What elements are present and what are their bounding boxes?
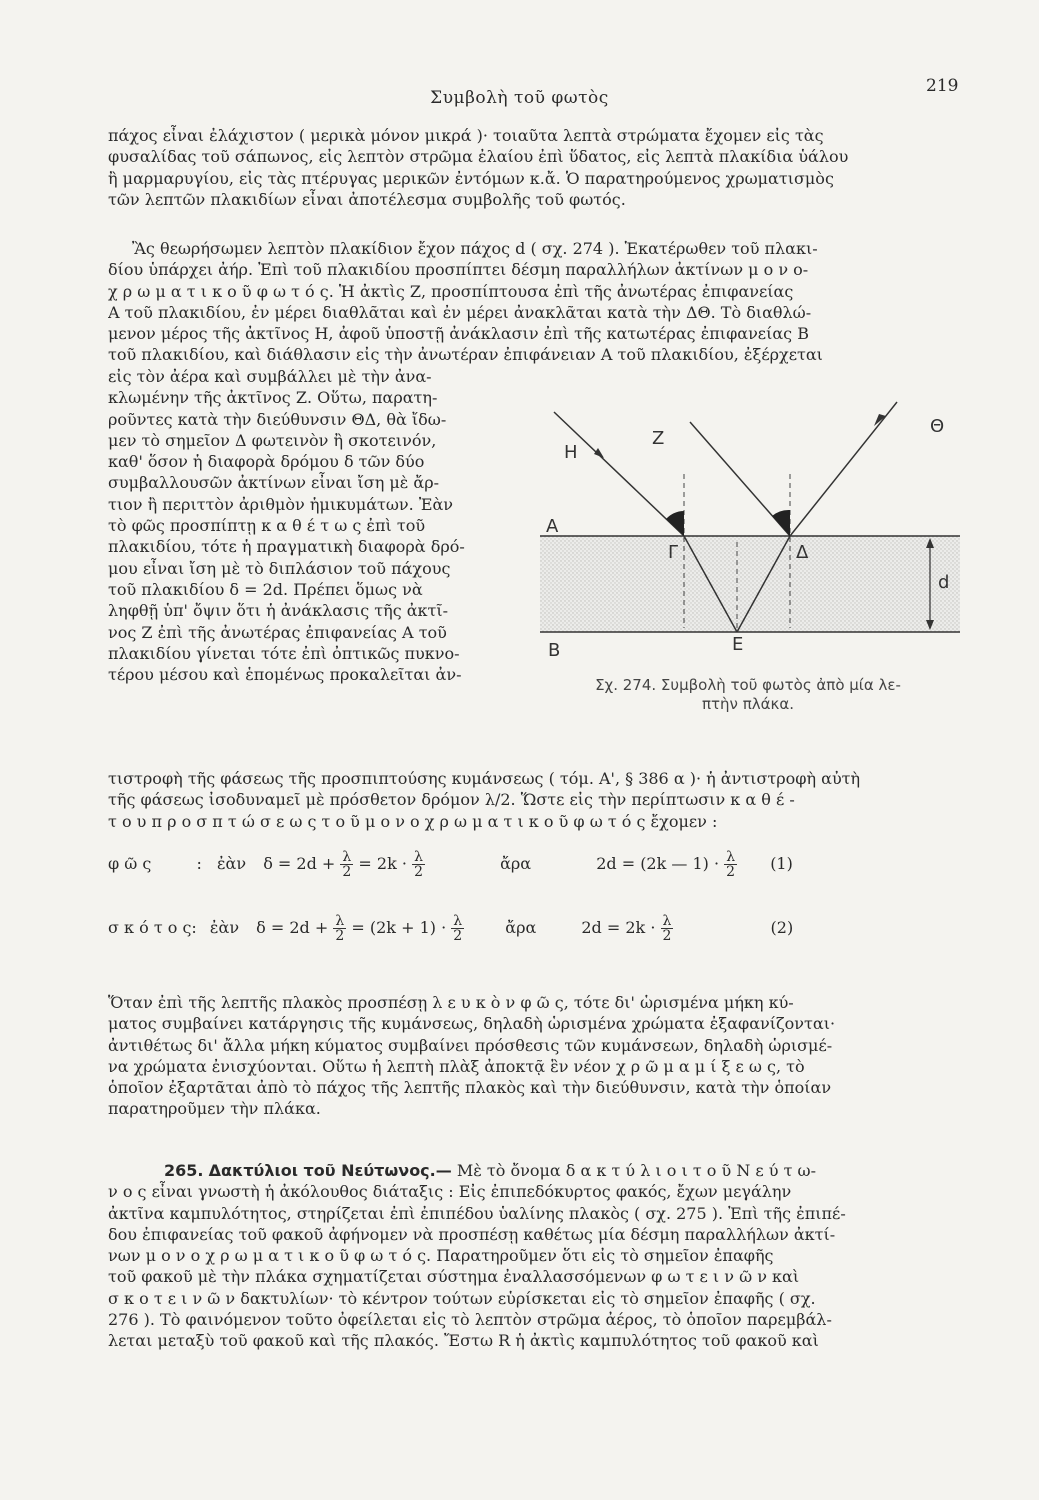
text-line: μεν τὸ σημεῖον Δ φωτεινὸν ἢ σκοτεινόν, bbox=[108, 430, 437, 450]
denominator: 2 bbox=[414, 864, 423, 880]
denominator: 2 bbox=[335, 928, 345, 944]
spaced-term: μ ο ν ο- bbox=[748, 260, 809, 280]
equation-1 bbox=[108, 850, 793, 879]
text-line: συμβαλλουσῶν ἀκτίνων εἶναι ἴση μὲ ἄρ- bbox=[108, 473, 440, 493]
denominator: 2 bbox=[453, 928, 463, 944]
ray-h-arrow bbox=[594, 448, 604, 458]
fraction bbox=[340, 850, 353, 879]
text-line: να χρώματα ἐνισχύονται. Οὕτω ἡ λεπτὴ πλὰξ ἀποκτᾷ ἓν νέον χ ρ ῶ μ α μ ί ξ ε ω ς, τὸ bbox=[108, 1056, 805, 1076]
text-line: τῶν λεπτῶν πλακιδίων εἶναι ἀποτέλεσμα συμβολῆς τοῦ φωτός. bbox=[108, 189, 626, 209]
eq-colon: : bbox=[196, 854, 202, 873]
eq-if: ἐὰν bbox=[209, 918, 240, 937]
section-265 bbox=[108, 1160, 968, 1352]
eq-mid: = (2k + 1) · bbox=[351, 918, 447, 937]
fraction bbox=[412, 850, 425, 879]
label-theta: Θ bbox=[930, 416, 945, 437]
caption-line: πτὴν πλάκα. bbox=[701, 695, 794, 713]
text-line: τοῦ πλακιδίου, καὶ διάθλασιν εἰς τὴν ἀνωτέραν ἐπιφάνειαν Α τοῦ πλακιδίου, ἐξέρχεται bbox=[108, 345, 823, 365]
text-line: μενον μέρος τῆς ἀκτῖνος Η, ἀφοῦ ὑποστῇ ἀνάκλασιν ἐπὶ τῆς κατωτέρας ἐπιφανείας Β bbox=[108, 324, 809, 344]
text-seg: Ἡ ἀκτὶς Ζ, προσπίπτουσα ἐπὶ τῆς ἀνωτέρας ἐπιφανείας bbox=[338, 281, 794, 301]
text-seg: τῆς φάσεως ἰσοδυναμεῖ μὲ πρόσθετον δρόμον λ/2. Ὥστε εἰς τὴν περίπτωσιν bbox=[108, 790, 726, 810]
eq-label: φ ῶ ς bbox=[108, 854, 152, 873]
section-number: 265. bbox=[164, 1161, 204, 1180]
fraction bbox=[724, 850, 737, 879]
figure-caption bbox=[538, 676, 958, 714]
caption-line: Σχ. 274. Συμβολὴ τοῦ φωτὸς ἀπὸ μία λε- bbox=[595, 676, 901, 694]
ray-h bbox=[554, 412, 684, 536]
figure-274 bbox=[532, 392, 962, 682]
text-line: τιον ἢ περιττὸν ἀριθμὸν ἡμικυμάτων. Ἐὰν bbox=[108, 494, 453, 514]
text-line: Α τοῦ πλακιδίου, ἐν μέρει διαθλᾶται καὶ ἐν μέρει ἀνακλᾶται κατὰ τὴν ΔΘ. Τὸ διαθλώ- bbox=[108, 302, 812, 322]
text-line: πλακιδίου γίνεται τότε ἐπὶ ὀπτικῶς πυκνο- bbox=[108, 643, 460, 663]
text-line bbox=[108, 259, 968, 280]
eq-ara: ἄρα bbox=[500, 854, 532, 873]
numerator: λ bbox=[451, 914, 464, 929]
text-line: ὁποῖον ἐξαρτᾶται ἀπὸ τὸ πάχος τῆς λεπτῆς πλακὸς καὶ τὴν διεύθυνσιν, κατὰ τὴν ὁποίαν bbox=[108, 1078, 832, 1098]
angle-mark-delta bbox=[772, 510, 790, 536]
thin-plate bbox=[540, 536, 960, 632]
text-line bbox=[108, 789, 968, 810]
fraction bbox=[661, 914, 674, 943]
eq-label: σ κ ό τ ο ς: bbox=[108, 918, 197, 937]
numerator: λ bbox=[412, 850, 425, 865]
text-line bbox=[108, 515, 512, 536]
text-line: ἀκτῖνα καμπυλότητος, στηρίζεται ἐπὶ ἐπιπέδου ὑαλίνης πλακὸς ( σχ. 275 ). Ἐπὶ τῆς ἐπιπέ- bbox=[108, 1203, 846, 1223]
denominator: 2 bbox=[726, 864, 736, 880]
ray-theta bbox=[790, 402, 897, 536]
label-z: Ζ bbox=[652, 428, 665, 449]
text-line: φυσαλίδας τοῦ σάπωνος, εἰς λεπτὸν στρῶμα ἐλαίου ἐπὶ ὕδατος, εἰς λεπτὰ πλακίδια ὑάλου bbox=[108, 147, 849, 167]
text-line: πλακιδίου, τότε ἡ πραγματικὴ διαφορὰ δρό- bbox=[108, 537, 465, 557]
eq-ara: ἄρα bbox=[505, 918, 537, 937]
eq-lhs: δ = 2d + bbox=[263, 854, 336, 873]
text-line: ἢ μαρμαρυγίου, εἰς τὰς πτέρυγας μερικῶν ἐντόμων κ.ἄ. Ὁ παρατηρούμενος χρωματισμὸς bbox=[108, 168, 834, 188]
denominator: 2 bbox=[342, 864, 352, 880]
text-seg: τὸ φῶς προσπίπτῃ bbox=[108, 516, 257, 536]
text-line: ληφθῇ ὑπ' ὄψιν ὅτι ἡ ἀνάκλασις τῆς ἀκτῖ- bbox=[108, 601, 449, 621]
label-a: Α bbox=[546, 516, 559, 537]
eq-lhs: δ = 2d + bbox=[256, 918, 329, 937]
equation-2 bbox=[108, 914, 793, 943]
label-b: Β bbox=[548, 640, 561, 661]
spaced-term: κ α θ έ - bbox=[730, 790, 795, 810]
text-line: δου ἐπιφανείας τοῦ φακοῦ ἀφήνομεν νὰ προσπέσῃ καθέτως μία δέσμη παραλλήλων ἀκτί- bbox=[108, 1224, 836, 1244]
numerator: λ bbox=[333, 914, 346, 929]
numerator: λ bbox=[724, 850, 737, 865]
paragraph-1 bbox=[108, 125, 968, 210]
text-line: νων μ ο ν ο χ ρ ω μ α τ ι κ ο ῦ φ ω τ ό ς. Παρατηροῦμεν ὅτι εἰς τὸ σημεῖον ἐπαφῆς bbox=[108, 1246, 774, 1266]
text-line: ν ο ς εἶναι γνωστὴ ἡ ἀκόλουθος διάταξις : Εἰς ἐπιπεδόκυρτος φακός, ἔχων μεγάλην bbox=[108, 1182, 792, 1202]
running-header: Συμβολὴ τοῦ φωτὸς bbox=[430, 88, 609, 108]
text-line: ματος συμβαίνει κατάργησις τῆς κυμάνσεως, δηλαδὴ ὡρισμένα χρώματα ἐξαφανίζονται· bbox=[108, 1014, 836, 1034]
spaced-term: χ ρ ω μ α τ ι κ ο ῦ φ ω τ ό ς. bbox=[108, 281, 334, 301]
eq-result: 2d = (2k — 1) · bbox=[596, 854, 720, 873]
text-line: τοῦ φακοῦ μὲ τὴν πλάκα σχηματίζεται σύστημα ἐναλλασσόμενων φ ω τ ε ι ν ῶ ν καὶ bbox=[108, 1267, 800, 1287]
paragraph-4 bbox=[108, 992, 968, 1120]
fraction bbox=[333, 914, 346, 943]
label-d: d bbox=[938, 572, 950, 593]
narrow-column bbox=[108, 366, 512, 685]
text-line: 276 ). Τὸ φαινόμενον τοῦτο ὀφείλεται εἰς τὸ λεπτὸν στρῶμα ἀέρος, τὸ ὁποῖον παρεμβάλ- bbox=[108, 1310, 832, 1330]
eq-number: (1) bbox=[770, 854, 793, 873]
text-line: τιστροφὴ τῆς φάσεως τῆς προσπιπτούσης κυμάνσεως ( τόμ. Α', § 386 α )· ἡ ἀντιστροφὴ αὐτὴ bbox=[108, 769, 861, 788]
label-e: Ε bbox=[732, 634, 744, 655]
text-line: λεται μεταξὺ τοῦ φακοῦ καὶ τῆς πλακός. Ἔστω R ἡ ἀκτὶς καμπυλότητος τοῦ φακοῦ καὶ bbox=[108, 1331, 819, 1351]
label-gamma: Γ bbox=[668, 542, 679, 563]
text-seg: ἐπὶ τοῦ bbox=[366, 516, 426, 536]
label-h: Η bbox=[564, 442, 578, 463]
denominator: 2 bbox=[662, 928, 672, 944]
section-heading-line bbox=[108, 1160, 968, 1181]
text-seg: δίου ὑπάρχει ἀήρ. Ἐπὶ τοῦ πλακιδίου προσπίπτει δέσμη παραλλήλων ἀκτίνων bbox=[108, 260, 744, 280]
text-line: πάχος εἶναι ἐλάχιστον ( μερικὰ μόνον μικρά )· τοιαῦτα λεπτὰ στρώματα ἔχομεν εἰς τὰς bbox=[108, 126, 824, 145]
eq-number: (2) bbox=[770, 918, 794, 937]
text-line: παρατηροῦμεν τὴν πλάκα. bbox=[108, 1099, 321, 1119]
spaced-term: κ α θ έ τ ω ς bbox=[261, 516, 362, 536]
text-line: Ἂς θεωρήσωμεν λεπτὸν πλακίδιον ἔχον πάχος d ( σχ. 274 ). Ἑκατέρωθεν τοῦ πλακι- bbox=[132, 239, 818, 258]
text-line: νος Ζ ἐπὶ τῆς ἀνωτέρας ἐπιφανείας Α τοῦ bbox=[108, 622, 447, 642]
text-line: ροῦντες κατὰ τὴν διεύθυνσιν ΘΔ, θὰ ἴδω- bbox=[108, 409, 447, 429]
paragraph-3 bbox=[108, 768, 968, 832]
text-line: σ κ ο τ ε ι ν ῶ ν δακτυλίων· τὸ κέντρον τούτων εὑρίσκεται εἰς τὸ σημεῖον ἐπαφῆς ( σχ. bbox=[108, 1288, 816, 1308]
fraction bbox=[451, 914, 464, 943]
paragraph-2 bbox=[108, 238, 968, 366]
text-line: κλωμένην τῆς ἀκτῖνος Ζ. Οὕτω, παρατη- bbox=[108, 388, 438, 408]
text-line: τέρου μέσου καὶ ἑπομένως προκαλεῖται ἀν- bbox=[108, 665, 462, 685]
eq-result: 2d = 2k · bbox=[581, 918, 656, 937]
text-line: τ ο υ π ρ ο σ π τ ώ σ ε ω ς τ ο ῦ μ ο ν ο χ ρ ω μ α τ ι κ ο ῦ φ ω τ ό ς ἔχομεν : bbox=[108, 811, 718, 831]
text-line: Ὅταν ἐπὶ τῆς λεπτῆς πλακὸς προσπέσῃ λ ε υ κ ὸ ν φ ῶ ς, τότε δι' ὡρισμένα μήκη κύ- bbox=[108, 993, 794, 1012]
text-line bbox=[108, 281, 968, 302]
text-line: ἀντιθέτως δι' ἄλλα μήκη κύματος συμβαίνει πρόσθεσις τῶν κυμάνσεων, δηλαδὴ ὡρισμέ- bbox=[108, 1035, 833, 1055]
section-title: Δακτύλιοι τοῦ Νεύτωνος.— bbox=[208, 1161, 452, 1180]
angle-mark-gamma bbox=[666, 511, 684, 536]
eq-mid: = 2k · bbox=[358, 854, 407, 873]
text-line: μου εἶναι ἴση μὲ τὸ διπλάσιον τοῦ πάχους bbox=[108, 558, 451, 578]
numerator: λ bbox=[661, 914, 674, 929]
text-line: καθ' ὅσον ἡ διαφορὰ δρόμου δ τῶν δύο bbox=[108, 452, 425, 472]
label-delta: Δ bbox=[796, 542, 809, 563]
numerator: λ bbox=[340, 850, 353, 865]
page-number: 219 bbox=[926, 76, 959, 96]
text-seg: Μὲ τὸ ὄνομα δ α κ τ ύ λ ι ο ι τ ο ῦ Ν ε ύ τ ω- bbox=[456, 1161, 816, 1180]
text-line: εἰς τὸν ἀέρα καὶ συμβάλλει μὲ τὴν ἀνα- bbox=[108, 367, 432, 386]
eq-if: ἐὰν bbox=[216, 854, 247, 873]
text-line: τοῦ πλακιδίου δ = 2d. Πρέπει ὅμως νὰ bbox=[108, 579, 423, 599]
